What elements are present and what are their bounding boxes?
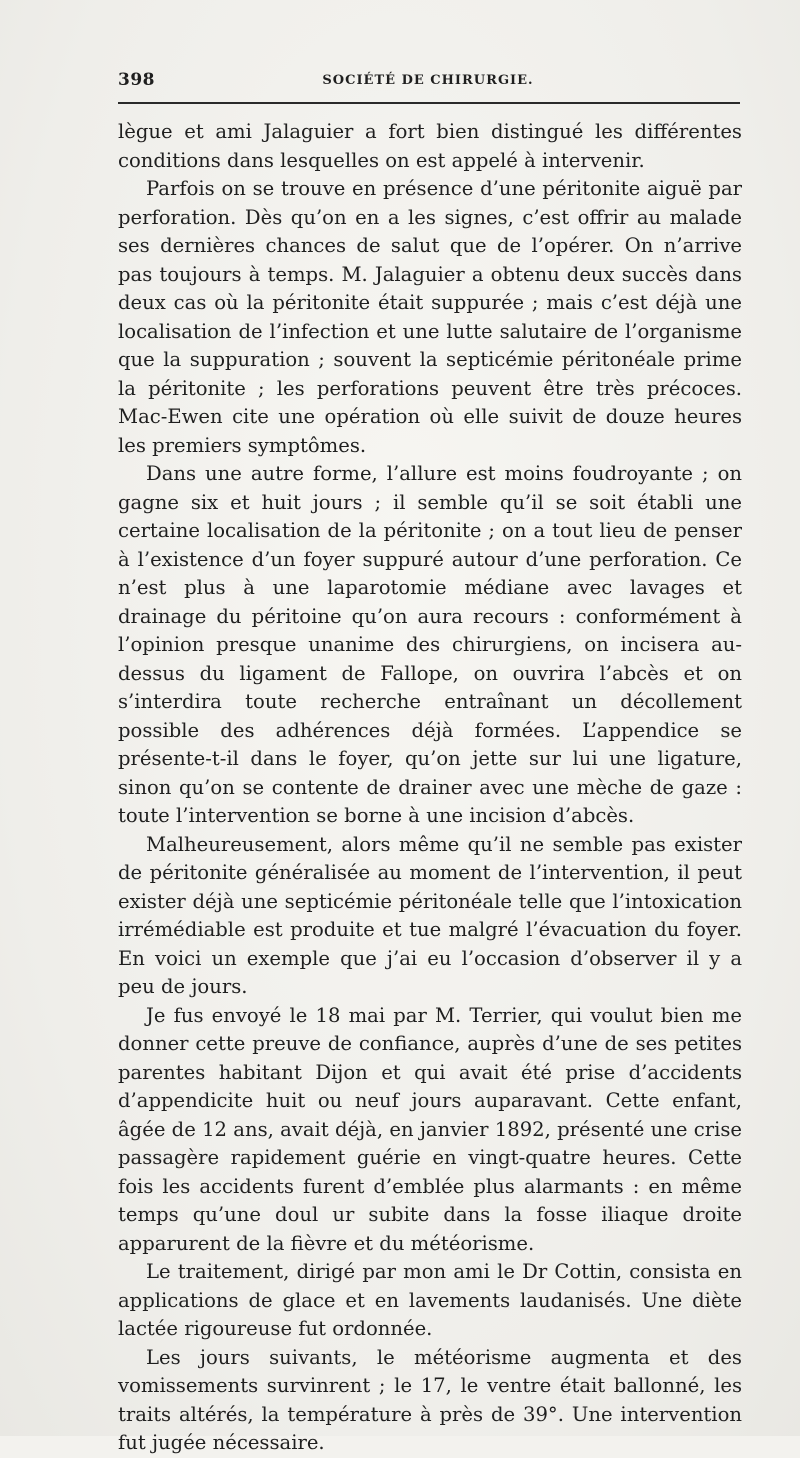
paragraph-5: Je fus envoyé le 18 mai par M. Terrier, qui voulut bien me donner cette preuve de confiance, auprès d’une de ses petites parentes habitant Dijon et qui avait été prise d’accidents d’appendicite huit ou neuf jours auparavant. Cette enfant, âgée de 12 ans, avait déjà, en janvier 1892, présenté une crise passagère rapidement guérie en vingt-quatre heures. Cette fois les accidents furent d’emblée plus alarmants : en même temps qu’une doul ur subite dans la fosse iliaque droite apparurent de la fièvre et du météorisme. (118, 1003, 742, 1255)
header-rule (118, 102, 740, 104)
running-title: SOCIÉTÉ DE CHIRURGIE. (322, 73, 534, 88)
paragraph-3: Dans une autre forme, l’allure est moins foudroyante ; on gagne six et huit jours ; il semble qu’il se soit établi une certaine localisation de la péritonite ; on a tout lieu de penser à l’existence d’un foyer suppuré autour d’une perforation. Ce n’est plus à une laparotomie médiane avec lavages et drainage du péritoine qu’on aura recours : conformément à l’opinion presque unanime des chirurgiens, on incisera au-dessus du ligament de Fallope, on ouvrira l’abcès et on s’interdira toute recherche entraînant un décollement possible des adhérences déjà formées. L’appendice se présente-t-il dans le foyer, qu’on jette sur lui une ligature, sinon qu’on se contente de drainer avec une mèche de gaze : toute l’intervention se borne à une incision d’abcès. (118, 462, 742, 827)
body-text (118, 118, 742, 1458)
page-header (118, 70, 738, 92)
paragraph-1: lègue et ami Jalaguier a fort bien distingué les différentes conditions dans lesquelles on est appelé à intervenir. (118, 120, 742, 172)
page-number: 398 (118, 70, 155, 90)
paragraph-7: Les jours suivants, le météorisme augmenta et des vomissements survinrent ; le 17, le ventre était ballonné, les traits altérés, la température à près de 39°. Une intervention fut jugée nécessaire. (118, 1345, 742, 1454)
paragraph-2: Parfois on se trouve en présence d’une péritonite aiguë par perforation. Dès qu’on en a les signes, c’est offrir au malade ses dernières chances de salut que de l’opérer. On n’arrive pas toujours à temps. M. Jalaguier a obtenu deux succès dans deux cas où la péritonite était suppurée ; mais c’est déjà une localisation de l’infection et une lutte salutaire de l’organisme que la suppuration ; souvent la septicémie péritonéale prime la péritonite ; les perforations peuvent être très précoces. Mac-Ewen cite une opération où elle suivit de douze heures les premiers symptômes. (118, 177, 742, 457)
paragraph-4: Malheureusement, alors même qu’il ne semble pas exister de péritonite généralisée au moment de l’intervention, il peut exister déjà une septicémie péritonéale telle que l’intoxication irrémédiable est produite et tue malgré l’évacuation du foyer. En voici un exemple que j’ai eu l’occasion d’observer il y a peu de jours. (118, 832, 742, 998)
paragraph-6: Le traitement, dirigé par mon ami le Dr Cottin, consista en applications de glace et en lavements laudanisés. Une diète lactée rigoureuse fut ordonnée. (118, 1260, 742, 1340)
